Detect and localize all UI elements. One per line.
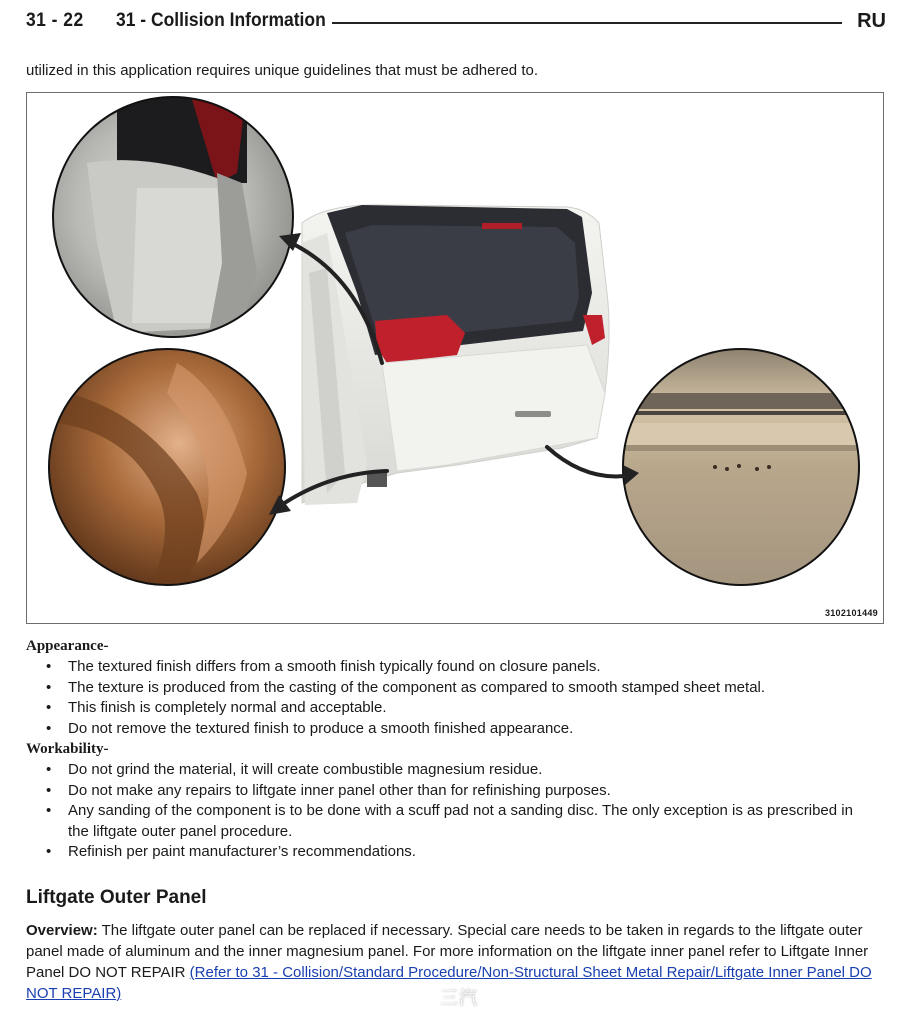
header-rule [332,22,842,24]
workability-list [26,760,866,863]
page-header [26,10,886,36]
watermark: 三汽 [440,988,478,1008]
liftgate-figure [26,92,884,624]
list-item: • Any sanding of the component is to be done with a scuff pad not a sanding disc. The only exception is as prescribed in the liftgate outer panel procedure. [26,801,866,842]
list-item: • The textured finish differs from a smooth finish typically found on closure panels. [26,657,866,678]
liftgate-illustration [27,93,884,624]
overview-label: Overview: [26,922,98,939]
refer-to-link[interactable]: (Refer to 31 - Collision/Standard Procedure/Non-Structural Sheet Metal Repair/Liftgate Inner Panel DO NOT REPAIR) [26,964,872,1002]
list-item: • The texture is produced from the casting of the component as compared to smooth stamped sheet metal. [26,678,866,699]
doc-code: RU [857,10,886,32]
overview-body: The liftgate outer panel can be replaced if necessary. Special care needs to be taken in regards to the liftgate outer panel made of aluminum and the inner magnesium panel. For more information on the liftgate inner panel refer to Liftgate Inner Panel DO NOT REPAIR [26,922,869,981]
intro-text: utilized in this application requires unique guidelines that must be adhered to. [26,62,538,79]
list-item: • Do not remove the textured finish to produce a smooth finished appearance. [26,719,866,740]
list-item: • Do not grind the material, it will create combustible magnesium residue. [26,760,866,781]
appearance-list [26,657,866,739]
page-number: 31 - 22 [26,10,84,31]
outer-panel-heading: Liftgate Outer Panel [26,887,207,908]
figure-id: 3102101449 [824,608,878,618]
section-title: 31 - Collision Information [116,10,326,31]
zoom-detail-right [617,349,877,585]
zoom-detail-lower-left [49,349,285,593]
appearance-heading: Appearance- [26,638,109,654]
list-item: • This finish is completely normal and acceptable. [26,698,866,719]
list-item: • Do not make any repairs to liftgate inner panel other than for refinishing purposes. [26,781,866,802]
zoom-detail-upper-left [53,93,293,343]
workability-heading: Workability- [26,741,109,757]
list-item: • Refinish per paint manufacturer’s recommendations. [26,842,866,863]
